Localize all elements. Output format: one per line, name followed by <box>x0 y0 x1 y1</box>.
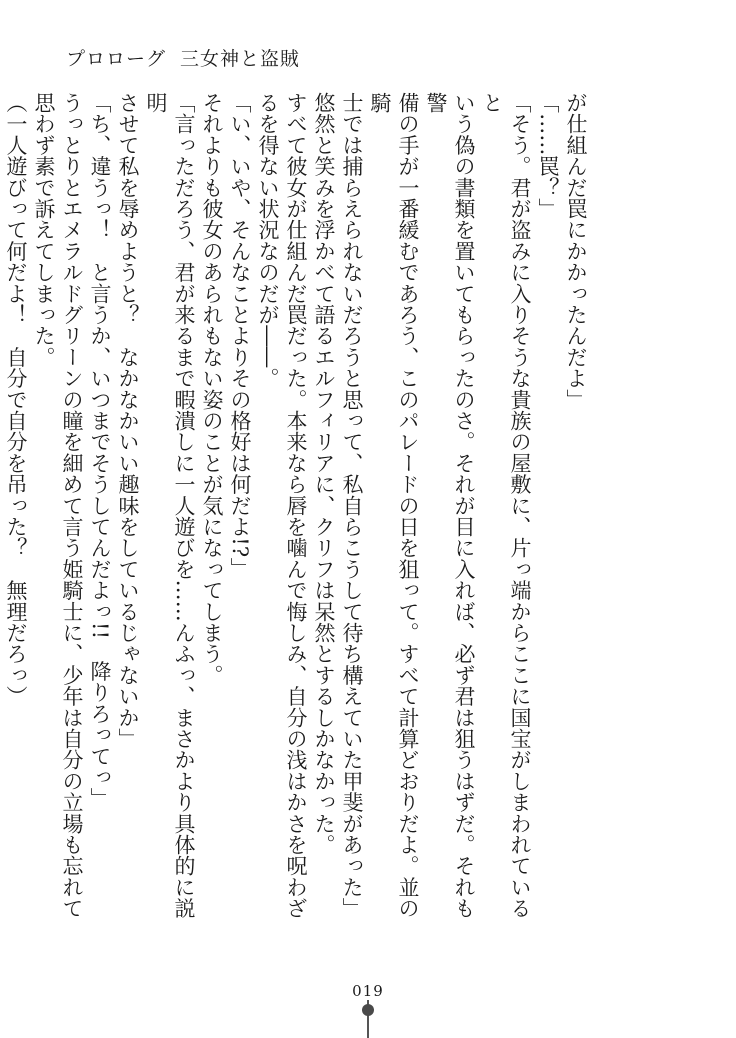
text-line: 備の手が一番緩むであろう、このパレードの日を狙って。すべて計算どおりだよ。並の騎 <box>368 92 420 919</box>
page-number: 019 <box>352 982 384 1000</box>
text-line: させて私を辱めようと？ なかなかいい趣味をしているじゃないか」 <box>116 92 140 750</box>
text-line: 思わず素で訴えてしまった。 <box>32 92 56 368</box>
text-line: るを得ない状況なのだが――。 <box>256 92 280 389</box>
text-line: すべて彼女が仕組んだ罠だった。本来なら唇を噛んで悔しみ、自分の浅はかさを呪わざ <box>284 92 308 919</box>
running-header <box>66 44 300 71</box>
text-line: （一人遊びって何だよ！ 自分で自分を吊った？ 無理だろっ） <box>4 92 28 707</box>
text-line: 「言っただろう、君が来るまで暇潰しに一人遊びを……んふっ、まさかより具体的に説明 <box>144 92 196 919</box>
text-line: 「そう。君が盗みに入りそうな貴族の屋敷に、片っ端からここに国宝がしまわれていると <box>480 92 532 919</box>
text-line: 「ち、違うっ！ と言うか、いつまでそうしてんだよっ!! 降りろってっ」 <box>88 92 112 809</box>
text-line: 「い、いや、そんなことよりその格好は何だよ!?」 <box>228 92 252 579</box>
body-text <box>4 92 590 932</box>
text-line: 「……罠？」 <box>536 92 560 220</box>
page-marker-dot-icon <box>362 1004 374 1016</box>
text-line: 士では捕らえられないだろうと思って、私自らこうして待ち構えていた甲斐があった」 <box>340 92 364 919</box>
text-line: 悠然と笑みを浮かべて語るエルフィリアに、クリフは呆然とするしかなかった。 <box>312 92 336 856</box>
text-line: が仕組んだ罠にかかったんだよ」 <box>564 92 588 410</box>
text-line <box>0 92 2 932</box>
text-line: いう偽の書類を置いてもらったのさ。それが目に入れば、必ず君は狙うはずだ。それも警 <box>424 92 476 919</box>
chapter-title: 三女神と盗賊 <box>180 48 301 70</box>
chapter-label: プロローグ <box>66 48 167 70</box>
text-line: それよりも彼女のあられもない姿のことが気になってしまう。 <box>200 92 224 686</box>
text-line: うっとりとエメラルドグリーンの瞳を細めて言う姫騎士に、少年は自分の立場も忘れて <box>60 92 84 919</box>
